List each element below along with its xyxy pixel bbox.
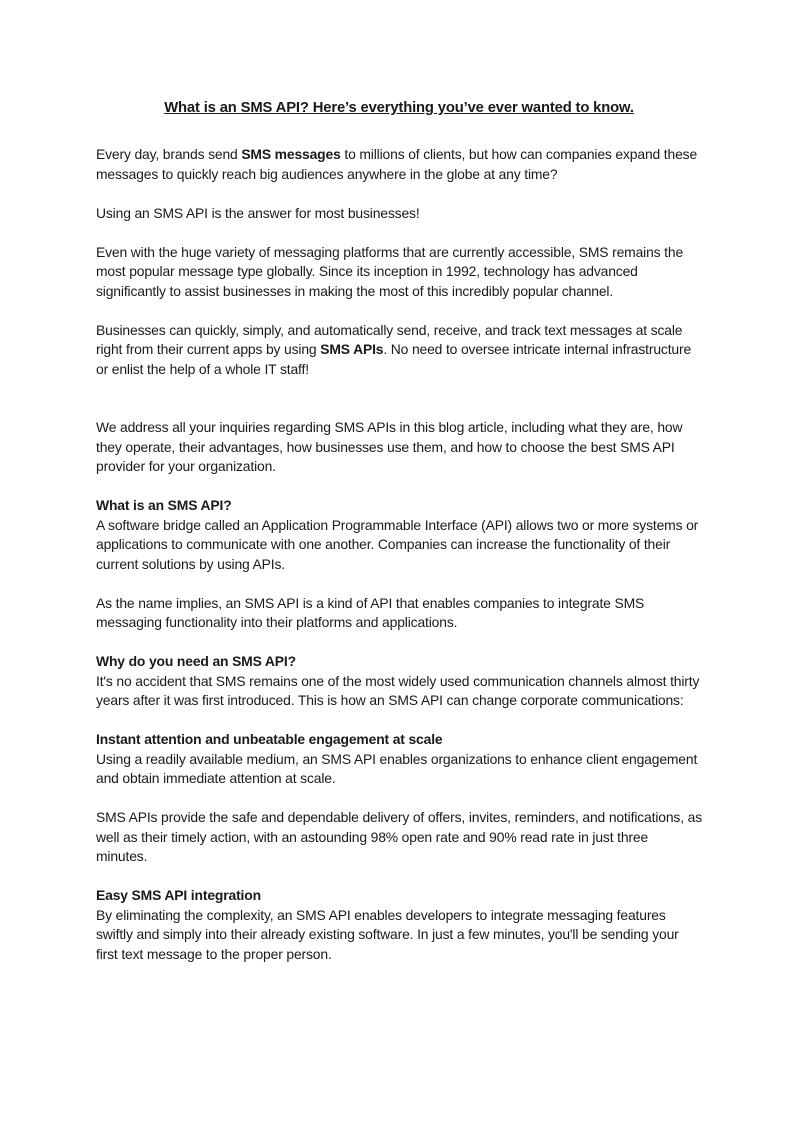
intro-paragraph-3: Even with the huge variety of messaging platforms that are currently accessible, SMS remains the most popular message type globally. Since its inception in 1992, technology has advanced significantly to assist businesses in making the most of this incredibly popular channel.: [96, 243, 684, 299]
sms-messages-emphasis: SMS messages: [241, 146, 341, 162]
section-what: [96, 496, 702, 574]
section-easy: [96, 886, 702, 964]
section-heading-easy: Easy SMS API integration: [96, 887, 261, 903]
section-what-text: A software bridge called an Application Programmable Interface (API) allows two or more systems or applications to communicate with one another. Companies can increase the functionality of their current solutions by using APIs.: [96, 516, 699, 572]
section-heading-why: Why do you need an SMS API?: [96, 653, 296, 669]
section-instant: [96, 730, 702, 789]
sms-apis-emphasis: SMS APIs: [320, 341, 384, 357]
section-instant-paragraph-2: SMS APIs provide the safe and dependable delivery of offers, invites, reminders, and notifications, as well as their timely action, with an astounding 98% open rate and 90% read rate in just three minutes.: [96, 809, 703, 864]
section-instant-text: Using a readily available medium, an SMS API enables organizations to enhance client engagement and obtain immediate attention at scale.: [96, 750, 698, 786]
intro-paragraph-2: Using an SMS API is the answer for most businesses!: [96, 204, 420, 221]
intro-paragraph-5: We address all your inquiries regarding SMS APIs in this blog article, including what they are, how they operate, their advantages, how businesses use them, and how to choose the best SMS API provider for your organization.: [96, 419, 683, 474]
section-easy-text: By eliminating the complexity, an SMS API enables developers to integrate messaging features swiftly and simply into their already existing software. In just a few minutes, you'll be sending your first text message to the proper person.: [96, 906, 679, 962]
intro-text: . No need to oversee intricate internal infrastructure or enlist the help of a whole IT staff!: [96, 341, 692, 377]
intro-text: Every day, brands send: [96, 146, 242, 162]
section-heading-instant: Instant attention and unbeatable engagement at scale: [96, 731, 443, 747]
section-why-text: It's no accident that SMS remains one of the most widely used communication channels almost thirty years after it was first introduced. This is how an SMS API can change corporate communications:: [96, 672, 700, 708]
intro-paragraph-4: [96, 321, 702, 380]
section-why: [96, 652, 702, 711]
document-title: What is an SMS API? Here’s everything you’ve ever wanted to know.: [164, 100, 634, 116]
section-what-paragraph-2: As the name implies, an SMS API is a kind of API that enables companies to integrate SMS messaging functionality into their platforms and applications.: [96, 594, 645, 630]
intro-text: Businesses can quickly, simply, and automatically send, receive, and track text messages at scale right from their current apps by using: [96, 321, 683, 357]
intro-paragraph-1: [96, 145, 702, 184]
document-page: [96, 98, 702, 984]
intro-text: to millions of clients, but how can companies expand these messages to quickly reach big audiences anywhere in the globe at any time?: [96, 146, 698, 182]
section-heading-what: What is an SMS API?: [96, 497, 232, 513]
